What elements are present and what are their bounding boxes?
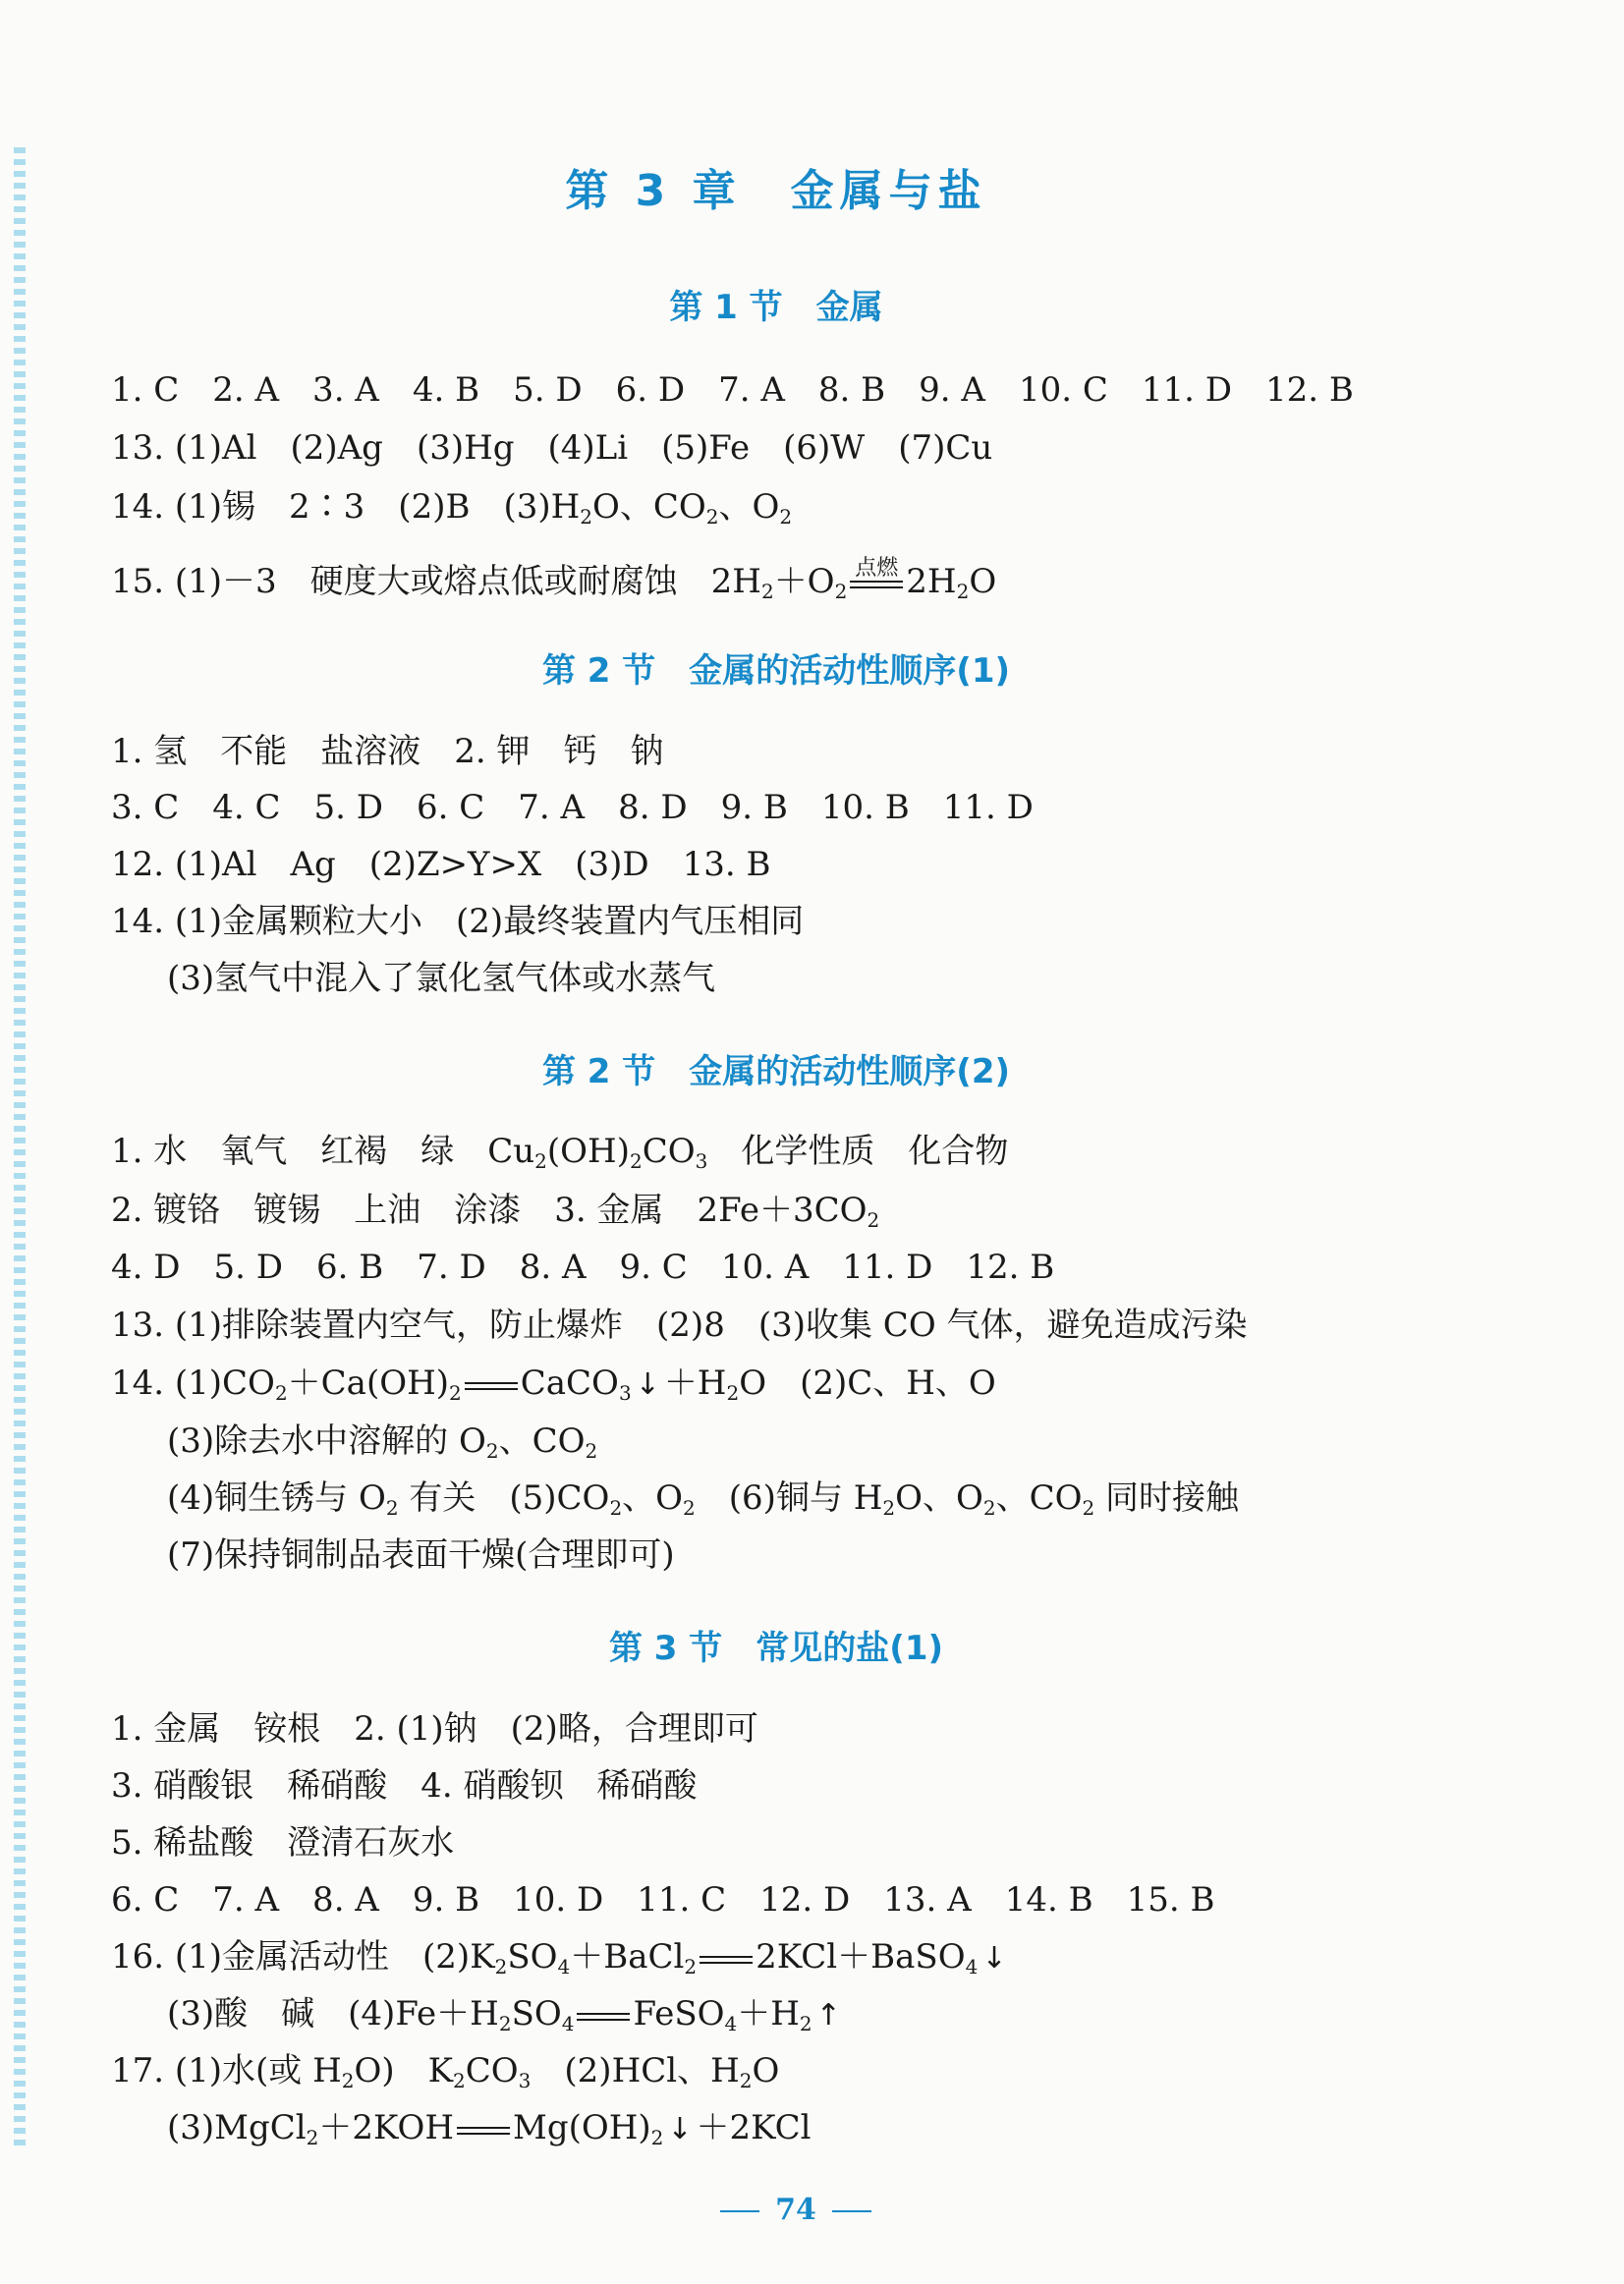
answer-line: 2. 镀铬 镀锡 上油 涂漆 3. 金属 $2Fe+3CO_2$ xyxy=(111,1191,880,1232)
answer-line: 12. (1)Al Ag (2)Z>Y>X (3)D 13. B xyxy=(111,845,771,884)
page-edge-decoration xyxy=(14,147,26,2151)
answer-line: 5. 稀盐酸 澄清石灰水 xyxy=(111,1823,455,1863)
answer-line: (3)除去水中溶解的 $O_2$、$CO_2$ xyxy=(167,1421,598,1463)
answer-line: 1. 氢 不能 盐溶液 2. 钾 钙 钠 xyxy=(111,732,664,771)
answer-line: 4. D 5. D 6. B 7. D 8. A 9. C 10. A 11. D 12. B xyxy=(111,1248,1055,1287)
answer-line: 3. 硝酸银 稀硝酸 4. 硝酸钡 稀硝酸 xyxy=(111,1766,698,1806)
answer-line: 13. (1)排除装置内空气，防止爆炸 (2)8 (3)收集 CO 气体，避免造成污染 xyxy=(111,1306,1248,1345)
equation-equals-sign xyxy=(574,2001,633,2031)
section-title-3: 第 2 节 金属的活动性顺序(2) xyxy=(541,1052,1011,1091)
chapter-title: 第 3 章 金属与盐 xyxy=(565,166,987,216)
answer-line: (7)保持铜制品表面干燥(合理即可) xyxy=(167,1535,675,1575)
answer-line: 15. (1)－3 硬度大或熔点低或耐腐蚀 $2H_2+O_2$ 点燃 $2H_2O$ xyxy=(111,556,997,603)
equation-equals-sign xyxy=(462,1370,521,1400)
answer-line: 13. (1)Al (2)Ag (3)Hg (4)Li (5)Fe (6)W (7)Cu xyxy=(111,428,993,468)
answer-line: 14. $(1)CO_2+Ca(OH)_2$ CaCO$_3$ ↓ $+H_2O$ (2)C、H、O xyxy=(111,1364,996,1405)
answer-line: 14. (1)锡 2∶3 (2)B $(3)H_2O$、$CO_2$、$O_2$ xyxy=(111,487,793,529)
equation-equals-sign xyxy=(697,1944,756,1974)
answer-line: (4)铜生锈与 $O_2$ 有关 $(5)CO_2$、$O_2$ (6)铜与 $H_2O$、$O_2$、$CO_2$ 同时接触 xyxy=(167,1478,1240,1520)
answer-line: 1. 水 氧气 红褐 绿 $Cu_2(OH)_2CO_3$ 化学性质 化合物 xyxy=(111,1132,1009,1173)
section-title-1: 第 1 节 金属 xyxy=(669,288,883,327)
page-number: 74 xyxy=(0,2193,1592,2227)
equation-equals-sign: 点燃 xyxy=(847,569,906,598)
section-title-2: 第 2 节 金属的活动性顺序(1) xyxy=(541,651,1011,691)
equation-equals-sign xyxy=(454,2115,513,2145)
section-title-4: 第 3 节 常见的盐(1) xyxy=(608,1629,944,1668)
answer-line: 3. C 4. C 5. D 6. C 7. A 8. D 9. B 10. B 11. D xyxy=(111,788,1034,827)
answer-line: (3)氢气中混入了氯化氢气体或水蒸气 xyxy=(167,959,716,998)
answer-line: 1. 金属 铵根 2. (1)钠 (2)略，合理即可 xyxy=(111,1709,758,1749)
answer-line: (3)MgCl$_2$＋2KOH $Mg(OH)_2$ ↓ ＋2KCl xyxy=(167,2108,812,2149)
answer-line: 1. C 2. A 3. A 4. B 5. D 6. D 7. A 8. B 9. A 10. C 11. D 12. B xyxy=(111,370,1354,410)
answer-line: 14. (1)金属颗粒大小 (2)最终装置内气压相同 xyxy=(111,902,805,941)
answer-line: (3)酸 碱 $(4)Fe+H_2SO_4$ $FeSO_4+H_2$ ↑ xyxy=(167,1994,841,2035)
answer-line: 17. (1)水(或 $H_2O$) $K_2CO_3$ (2)HCl、$H_2O$ xyxy=(111,2051,780,2092)
answer-line: 6. C 7. A 8. A 9. B 10. D 11. C 12. D 13. A 14. B 15. B xyxy=(111,1880,1215,1920)
answer-line: 16. (1)金属活动性 $(2)K_2SO_4+BaCl_2$ 2KCl＋BaSO$_4$ ↓ xyxy=(111,1937,1007,1978)
